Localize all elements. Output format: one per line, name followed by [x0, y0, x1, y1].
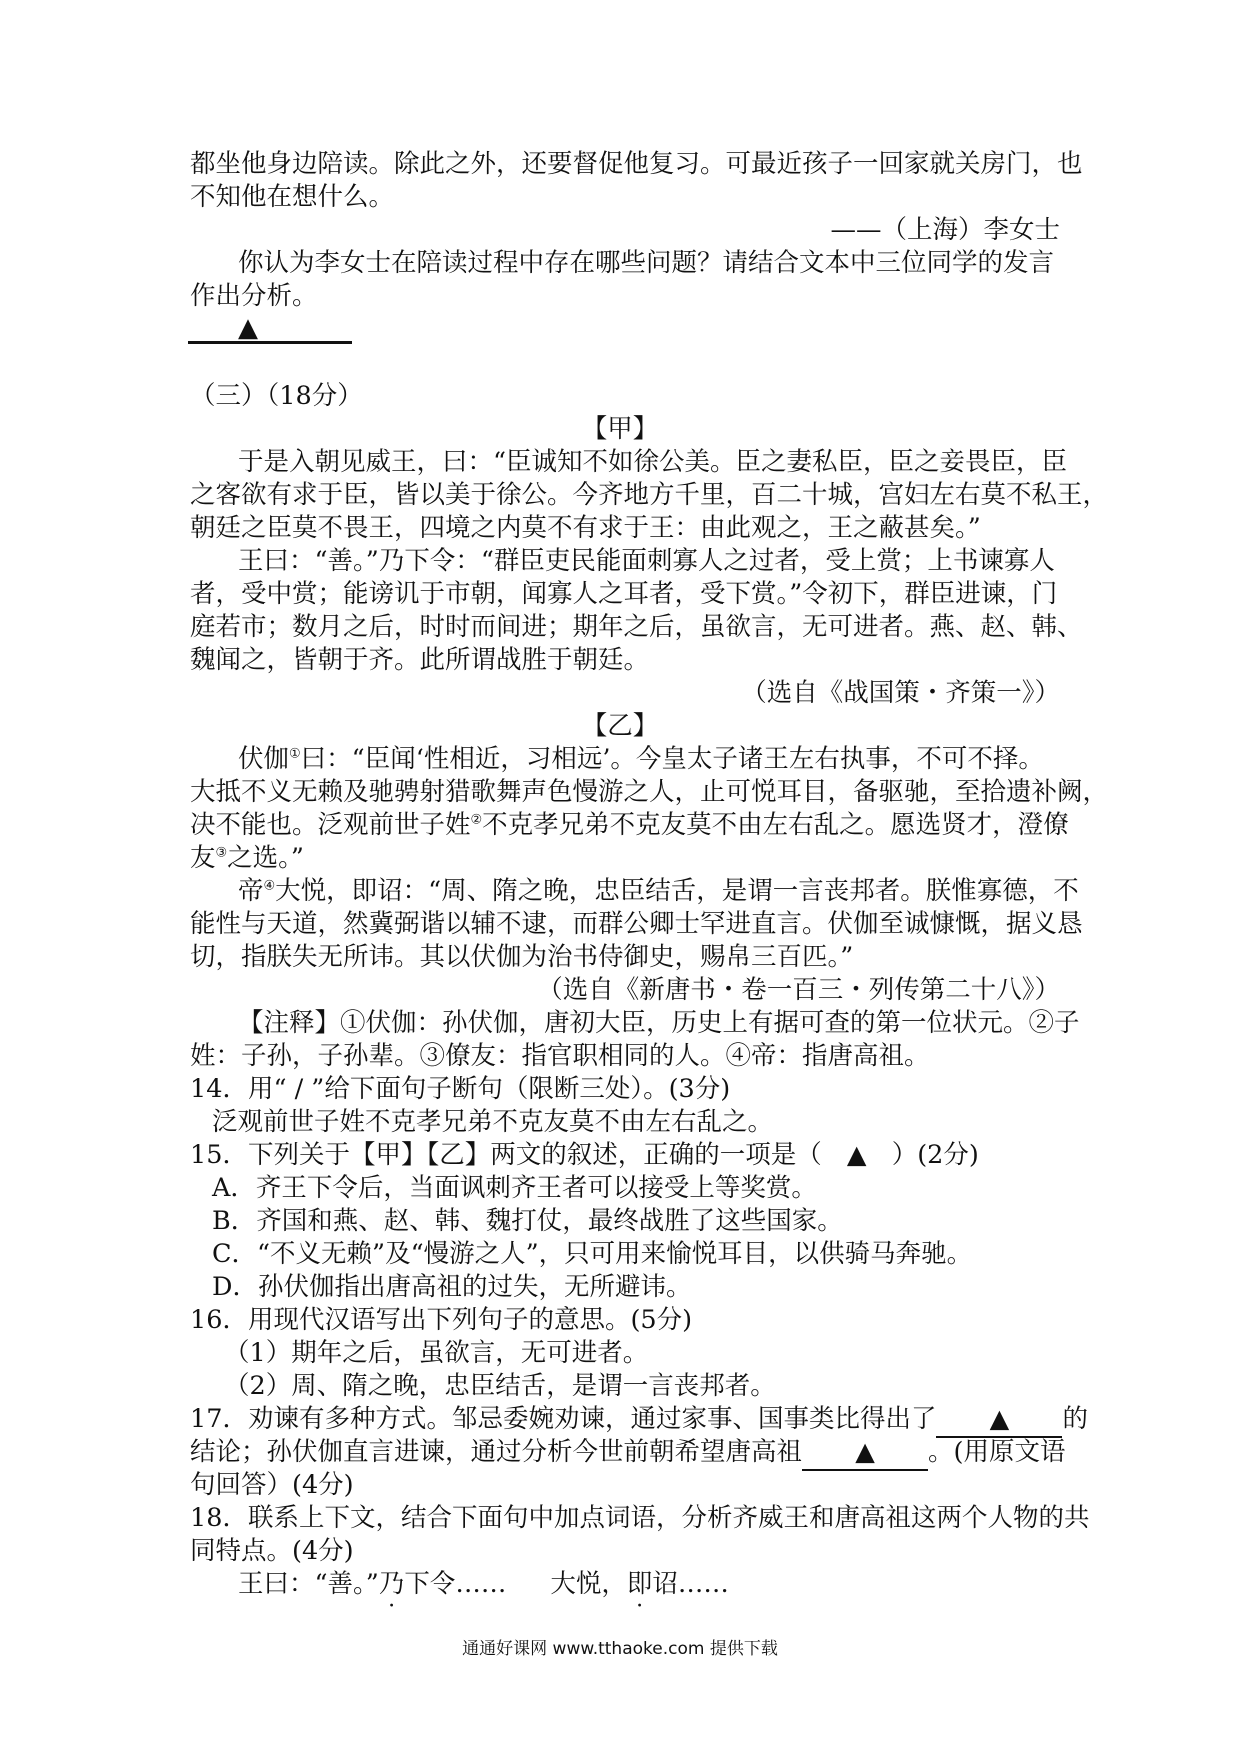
- footnote-marker: ①: [289, 746, 301, 762]
- section-heading: （三）（18分）: [190, 381, 363, 411]
- option-a: A．齐王下令后，当面讽刺齐王者可以接受上等奖赏。: [212, 1173, 817, 1203]
- footnote-marker: ④: [263, 878, 276, 894]
- passage-jia-line: 者，受中赏；能谤讥于市朝，闻寡人之耳者，受下赏。”令初下，群臣进谏，门: [190, 579, 1058, 609]
- emphasized-word: 即: [626, 1569, 653, 1599]
- passage-yi-line: 伏伽①曰：“臣闻‘性相近，习相远’。今皇太子诸王左右执事，不可不择。: [238, 744, 1044, 774]
- option-d: D．孙伏伽指出唐高祖的过失，无所避讳。: [212, 1272, 692, 1302]
- passage-jia-line: 王曰：“善。”乃下令：“群臣吏民能面刺寡人之过者，受上赏；上书谏寡人: [238, 546, 1055, 576]
- answer-blank[interactable]: ▲: [802, 1436, 928, 1471]
- passage-jia-line: 朝廷之臣莫不畏王，四境之内莫不有求于王：由此观之，王之蔽甚矣。”: [190, 513, 981, 543]
- passage-yi-line: 能性与天道，然冀弼谐以辅不逮，而群公卿士罕进直言。伏伽至诚慷慨，据义恳: [190, 909, 1083, 939]
- question-16: 16．用现代汉语写出下列句子的意思。(5分): [190, 1305, 693, 1335]
- passage-jia-source: （选自《战国策・齐策一》）: [741, 678, 1060, 708]
- passage-yi-source: （选自《新唐书・卷一百三・列传第二十八》）: [537, 975, 1060, 1005]
- answer-blank[interactable]: ▲: [936, 1403, 1062, 1438]
- question-18: 同特点。(4分): [190, 1536, 354, 1566]
- answer-triangle-icon: ▲: [846, 1140, 867, 1170]
- option-c: C．“不义无赖”及“慢游之人”，只可用来愉悦耳目，以供骑马奔驰。: [212, 1239, 973, 1269]
- question-16-item: （2）周、隋之晚，忠臣结舌，是谓一言丧邦者。: [224, 1371, 776, 1401]
- question-17: 17．劝谏有多种方式。邹忌委婉劝谏，通过家事、国事类比得出了 ▲ 的: [190, 1403, 1060, 1438]
- passage-yi-title: 【乙】: [581, 711, 659, 741]
- passage-jia-title: 【甲】: [581, 414, 659, 444]
- question-18-quotes: 王曰：“善。”乃下令…… 大悦，即诏……: [238, 1569, 729, 1599]
- footnote-marker: ③: [215, 845, 228, 861]
- answer-line: [188, 341, 352, 344]
- question-17: 结论；孙伏伽直言进谏，通过分析今世前朝希望唐高祖 ▲ 。(用原文语: [190, 1436, 1060, 1471]
- passage-yi-line: 帝④大悦，即诏：“周、隋之晚，忠臣结舌，是谓一言丧邦者。朕惟寡德，不: [238, 876, 1079, 906]
- passage-jia-line: 庭若市；数月之后，时时而间进；期年之后，虽欲言，无可进者。燕、赵、韩、: [190, 612, 1083, 642]
- passage-yi-line: 友③之选。”: [190, 843, 304, 873]
- notes-line: 【注释】①伏伽：孙伏伽，唐初大臣，历史上有据可查的第一位状元。②子: [238, 1008, 1080, 1038]
- question-prompt: 作出分析。: [190, 281, 318, 311]
- option-b: B．齐国和燕、赵、韩、魏打仗，最终战胜了这些国家。: [212, 1206, 843, 1236]
- question-14: 14．用“ / ”给下面句子断句（限断三处）。(3分): [190, 1074, 731, 1104]
- passage-yi-line: 大抵不义无赖及驰骋射猎歌舞声色慢游之人，止可悦耳目，备驱驰，至拾遗补阙，: [190, 777, 1109, 807]
- intro-line: 不知他在想什么。: [190, 182, 395, 212]
- passage-yi-line: 决不能也。泛观前世子姓②不克孝兄弟不克友莫不由左右乱之。愿选贤才，澄僚: [190, 810, 1069, 840]
- question-prompt: 你认为李女士在陪读过程中存在哪些问题？请结合文本中三位同学的发言: [238, 248, 1055, 278]
- question-17: 句回答）(4分): [190, 1470, 354, 1500]
- footnote-marker: ②: [470, 812, 483, 828]
- intro-line: 都坐他身边陪读。除此之外，还要督促他复习。可最近孩子一回家就关房门，也: [190, 149, 1083, 179]
- letter-signature: ——（上海）李女士: [830, 215, 1060, 245]
- question-18: 18．联系上下文，结合下面句中加点词语，分析齐威王和唐高祖这两个人物的共: [190, 1503, 1090, 1533]
- emphasized-word: 乃: [378, 1569, 405, 1599]
- passage-yi-line: 切，指朕失无所讳。其以伏伽为治书侍御史，赐帛三百匹。”: [190, 942, 854, 972]
- passage-jia-line: 魏闻之，皆朝于齐。此所谓战胜于朝廷。: [190, 645, 650, 675]
- question-14-sentence: 泛观前世子姓不克孝兄弟不克友莫不由左右乱之。: [212, 1107, 774, 1137]
- download-footer: 通通好课网 www.tthaoke.com 提供下载: [462, 1639, 778, 1659]
- passage-jia-line: 于是入朝见威王，曰：“臣诚知不如徐公美。臣之妻私臣，臣之妾畏臣，臣: [238, 447, 1068, 477]
- notes-line: 姓：子孙，子孙辈。③僚友：指官职相同的人。④帝：指唐高祖。: [190, 1041, 930, 1071]
- question-15: 15．下列关于【甲】【乙】两文的叙述，正确的一项是（ ▲ ）(2分): [190, 1140, 979, 1170]
- question-16-item: （1）期年之后，虽欲言，无可进者。: [224, 1338, 649, 1368]
- passage-jia-line: 之客欲有求于臣，皆以美于徐公。今齐地方千里，百二十城，宫妇左右莫不私王，: [190, 480, 1109, 510]
- answer-triangle-icon: ▲: [238, 313, 258, 343]
